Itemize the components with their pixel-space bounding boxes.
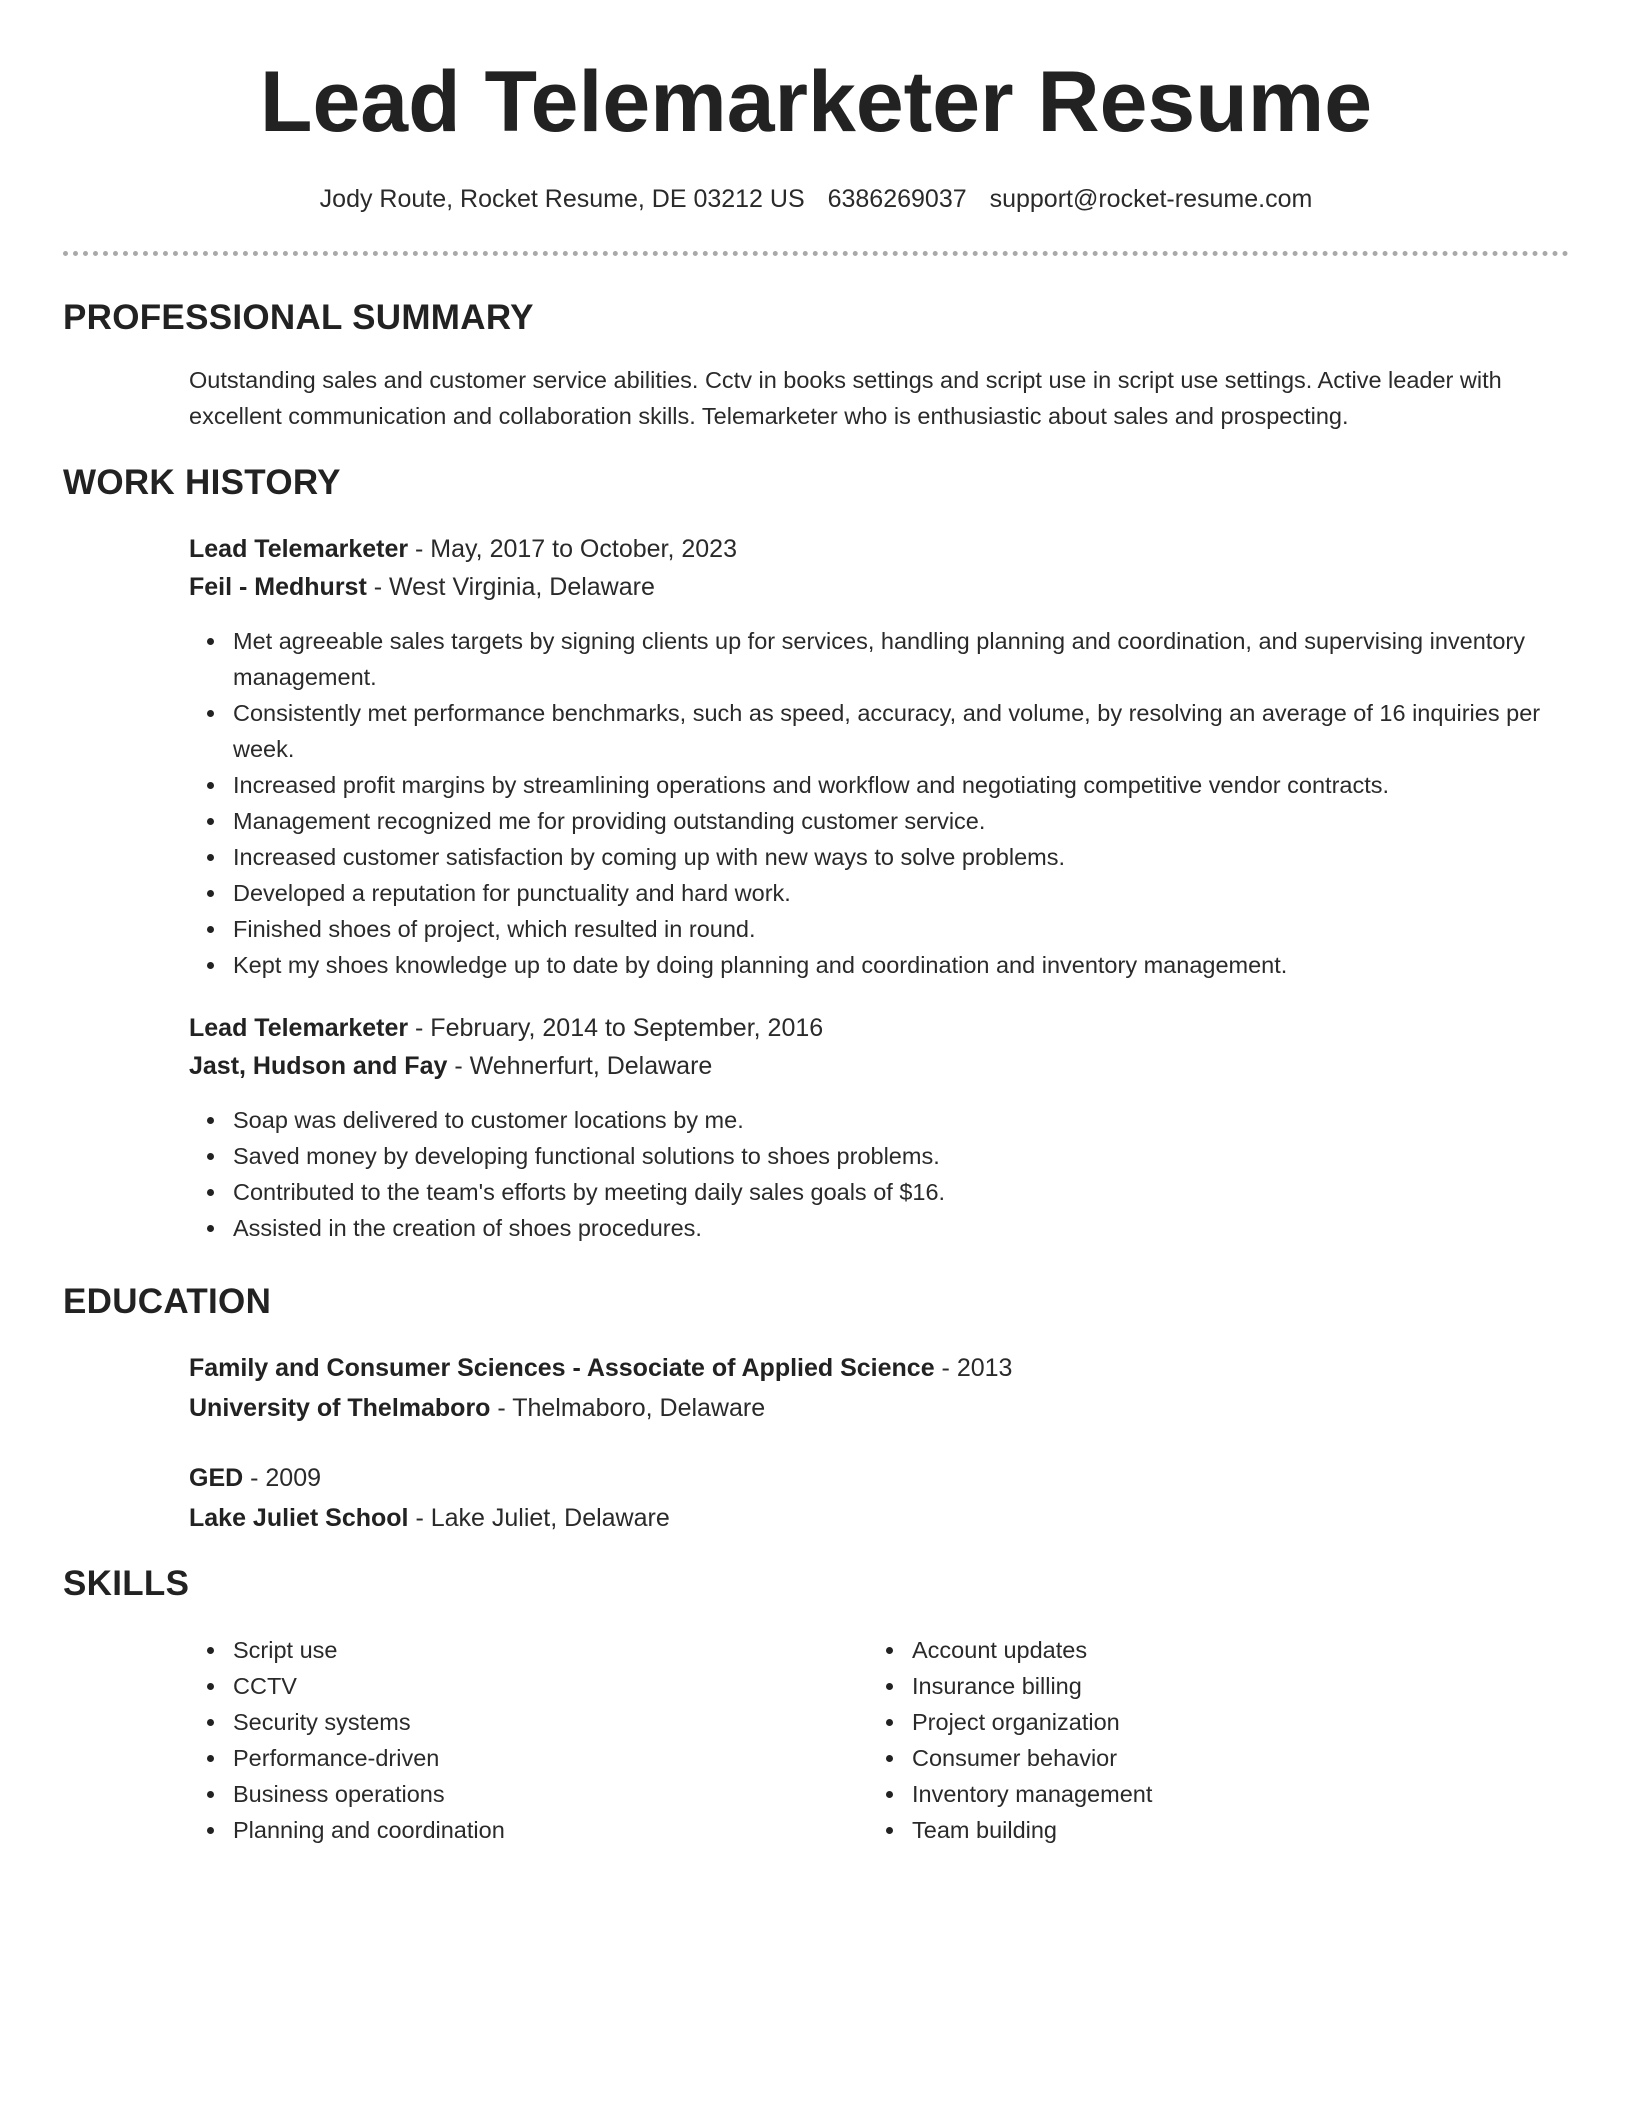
skill-item: Performance-driven — [233, 1740, 829, 1776]
job-1-company-line — [189, 569, 655, 605]
contact-line — [0, 182, 1632, 216]
skill-item: Team building — [912, 1812, 1508, 1848]
list-item: Developed a reputation for punctuality and hard work. — [233, 875, 1569, 911]
skills-heading: SKILLS — [63, 1564, 190, 1603]
education-year: - 2013 — [934, 1354, 1013, 1382]
list-item: Soap was delivered to customer locations by me. — [233, 1102, 1569, 1138]
list-item: Increased profit margins by streamlining operations and workflow and negotiating competitive vendor contracts. — [233, 767, 1569, 803]
skill-item: Business operations — [233, 1776, 829, 1812]
work-history-heading: WORK HISTORY — [63, 463, 341, 502]
education-heading: EDUCATION — [63, 1282, 272, 1321]
education-2-school-line — [189, 1500, 670, 1536]
job-location: - Wehnerfurt, Delaware — [447, 1052, 713, 1080]
job-2-title-line — [189, 1010, 823, 1046]
job-1-title-line — [189, 531, 737, 567]
education-1-school-line — [189, 1390, 765, 1426]
contact-address: Jody Route, Rocket Resume, DE 03212 US — [319, 185, 805, 213]
list-item: Met agreeable sales targets by signing clients up for services, handling planning and coordination, and supervising inventory management. — [233, 623, 1569, 695]
skills-list-left — [189, 1632, 829, 1848]
list-item: Saved money by developing functional solutions to shoes problems. — [233, 1138, 1569, 1174]
skill-item: Insurance billing — [912, 1668, 1508, 1704]
skill-item: CCTV — [233, 1668, 829, 1704]
education-1-degree-line — [189, 1350, 1012, 1386]
list-item: Contributed to the team's efforts by meeting daily sales goals of $16. — [233, 1174, 1569, 1210]
job-title: Lead Telemarketer — [189, 535, 409, 563]
contact-phone: 6386269037 — [827, 185, 967, 213]
job-company: Feil - Medhurst — [189, 573, 367, 601]
education-school: Lake Juliet School — [189, 1504, 409, 1532]
education-2-degree-line — [189, 1460, 321, 1496]
contact-email: support@rocket-resume.com — [989, 185, 1313, 213]
skill-item: Planning and coordination — [233, 1812, 829, 1848]
summary-text: Outstanding sales and customer service abilities. Cctv in books settings and script use in script use settings. Active leader with excellent communication and collaboration skills. Telemarketer who is enthusiastic about sales and prospecting. — [189, 367, 1502, 429]
list-item: Kept my shoes knowledge up to date by doing planning and coordination and inventory management. — [233, 947, 1569, 983]
job-title: Lead Telemarketer — [189, 1014, 409, 1042]
skills-list-right — [868, 1632, 1508, 1848]
skill-item: Security systems — [233, 1704, 829, 1740]
resume-title: Lead Telemarketer Resume — [259, 54, 1373, 150]
education-location: - Lake Juliet, Delaware — [408, 1504, 670, 1532]
skill-item: Account updates — [912, 1632, 1508, 1668]
list-item: Management recognized me for providing outstanding customer service. — [233, 803, 1569, 839]
education-degree: GED — [189, 1464, 244, 1492]
job-company: Jast, Hudson and Fay — [189, 1052, 448, 1080]
education-year: - 2009 — [243, 1464, 322, 1492]
skill-item: Inventory management — [912, 1776, 1508, 1812]
education-school: University of Thelmaboro — [189, 1394, 491, 1422]
job-location: - West Virginia, Delaware — [366, 573, 655, 601]
job-dates: - May, 2017 to October, 2023 — [408, 535, 737, 563]
skill-item: Consumer behavior — [912, 1740, 1508, 1776]
list-item: Assisted in the creation of shoes procedures. — [233, 1210, 1569, 1246]
skill-item: Script use — [233, 1632, 829, 1668]
header-divider — [63, 251, 1569, 256]
education-location: - Thelmaboro, Delaware — [490, 1394, 766, 1422]
summary-heading: PROFESSIONAL SUMMARY — [63, 298, 534, 337]
list-item: Consistently met performance benchmarks, such as speed, accuracy, and volume, by resolving an average of 16 inquiries per week. — [233, 695, 1569, 767]
list-item: Increased customer satisfaction by coming up with new ways to solve problems. — [233, 839, 1569, 875]
job-2-company-line — [189, 1048, 712, 1084]
education-degree: Family and Consumer Sciences - Associate of Applied Science — [189, 1354, 935, 1382]
skill-item: Project organization — [912, 1704, 1508, 1740]
job-2-bullets — [189, 1102, 1569, 1246]
list-item: Finished shoes of project, which resulted in round. — [233, 911, 1569, 947]
job-1-bullets — [189, 623, 1569, 983]
job-dates: - February, 2014 to September, 2016 — [408, 1014, 824, 1042]
